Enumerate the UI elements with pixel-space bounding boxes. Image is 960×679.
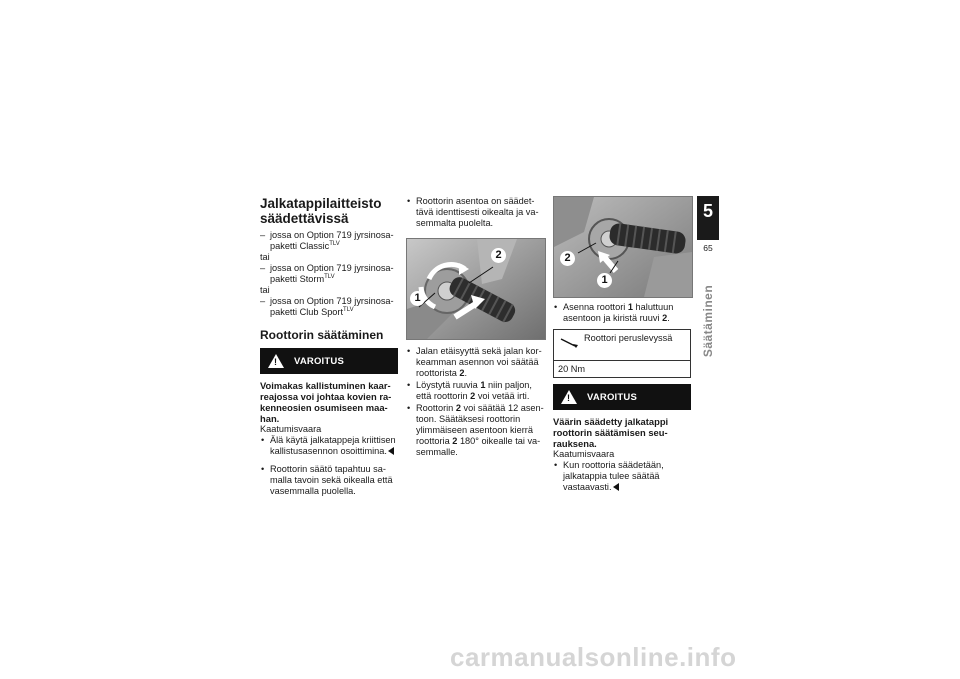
wrench-icon	[560, 338, 578, 348]
chapter-tab-area	[697, 196, 719, 253]
photo-callout-2: 2	[491, 248, 506, 263]
end-marker-icon	[613, 483, 619, 491]
list-item: • Roottorin asentoa on säädet-tävä identtisesti oikealta ja va-semmalta puolelta.	[407, 196, 539, 228]
watermark: carmanualsonline.info	[450, 642, 737, 672]
warning-subtitle: Kaatumisvaara	[260, 424, 322, 434]
list-item: • Älä käytä jalkatappeja kriittisen kallistusasennon osoittimina.	[261, 435, 396, 456]
warning-label: VAROITUS	[587, 391, 637, 403]
photo-callout-1: 1	[410, 291, 425, 306]
list-item: • Roottorin säätö tapahtuu sa-malla tavoin sekä oikealla että vasemmalla puolella.	[261, 464, 393, 496]
torque-value: 20 Nm	[558, 364, 586, 374]
list-item: • Asenna roottori 1 haluttuun asentoon ja kiristä ruuvi 2.	[554, 302, 674, 323]
chapter-tab	[697, 196, 719, 240]
rotor-photo	[553, 196, 693, 298]
option-item: – jossa on Option 719 jyrsinosa-paketti Storm$^{TLV}$	[260, 263, 398, 285]
list-item: • Roottorin 2 voi säätää 12 asen-toon. Säätäksesi roottorin ylimmäiseen asentoon kierrä roottoria 2 180° oikealle tai va-semmalle.	[407, 403, 544, 457]
column-2	[406, 196, 546, 459]
chapter-number: 5	[702, 201, 713, 221]
warning-banner	[260, 348, 398, 374]
photo-callout-1: 1	[597, 273, 612, 288]
footrest-photo	[406, 238, 546, 340]
chapter-title-vertical: Säätäminen	[701, 284, 715, 358]
warning-title: Väärin säädetty jalkatappi roottorin säätämisen seu-rauksena.	[553, 416, 669, 449]
torque-spec-box	[553, 329, 691, 378]
list-item: • Jalan etäisyyttä sekä jalan kor-keamman asennon voi säätää roottorista 2.	[407, 346, 542, 378]
or-label: tai	[260, 285, 270, 295]
warning-icon	[561, 390, 577, 404]
end-marker-icon	[388, 447, 394, 455]
or-label: tai	[260, 252, 270, 262]
column-3	[553, 196, 691, 494]
list-item: • Kun roottoria säädetään, jalkatappia tulee säätää vastaavasti.	[554, 460, 664, 492]
warning-label: VAROITUS	[294, 355, 344, 367]
column-1	[260, 196, 398, 498]
option-item: – jossa on Option 719 jyrsinosa-paketti Classic$^{TLV}$	[260, 230, 398, 252]
warning-icon	[268, 354, 284, 368]
option-item: – jossa on Option 719 jyrsinosa-paketti Club Sport$^{TLV}$	[260, 296, 398, 318]
photo-callout-2: 2	[560, 251, 575, 266]
warning-subtitle: Kaatumisvaara	[553, 449, 615, 459]
page-number: 65	[703, 243, 713, 253]
page-title: Jalkatappilaitteisto säädettävissä	[260, 196, 382, 226]
torque-label: Roottori peruslevyssä	[584, 333, 673, 343]
section-title: Roottorin säätäminen	[260, 328, 384, 342]
warning-title: Voimakas kallistuminen kaar-reajossa voi johtaa kovien ra-kenneosien osumiseen maa-han.	[260, 380, 392, 424]
list-item: • Löystytä ruuvia 1 niin paljon, että roottorin 2 voi vetää irti.	[407, 380, 532, 401]
warning-banner	[553, 384, 691, 410]
